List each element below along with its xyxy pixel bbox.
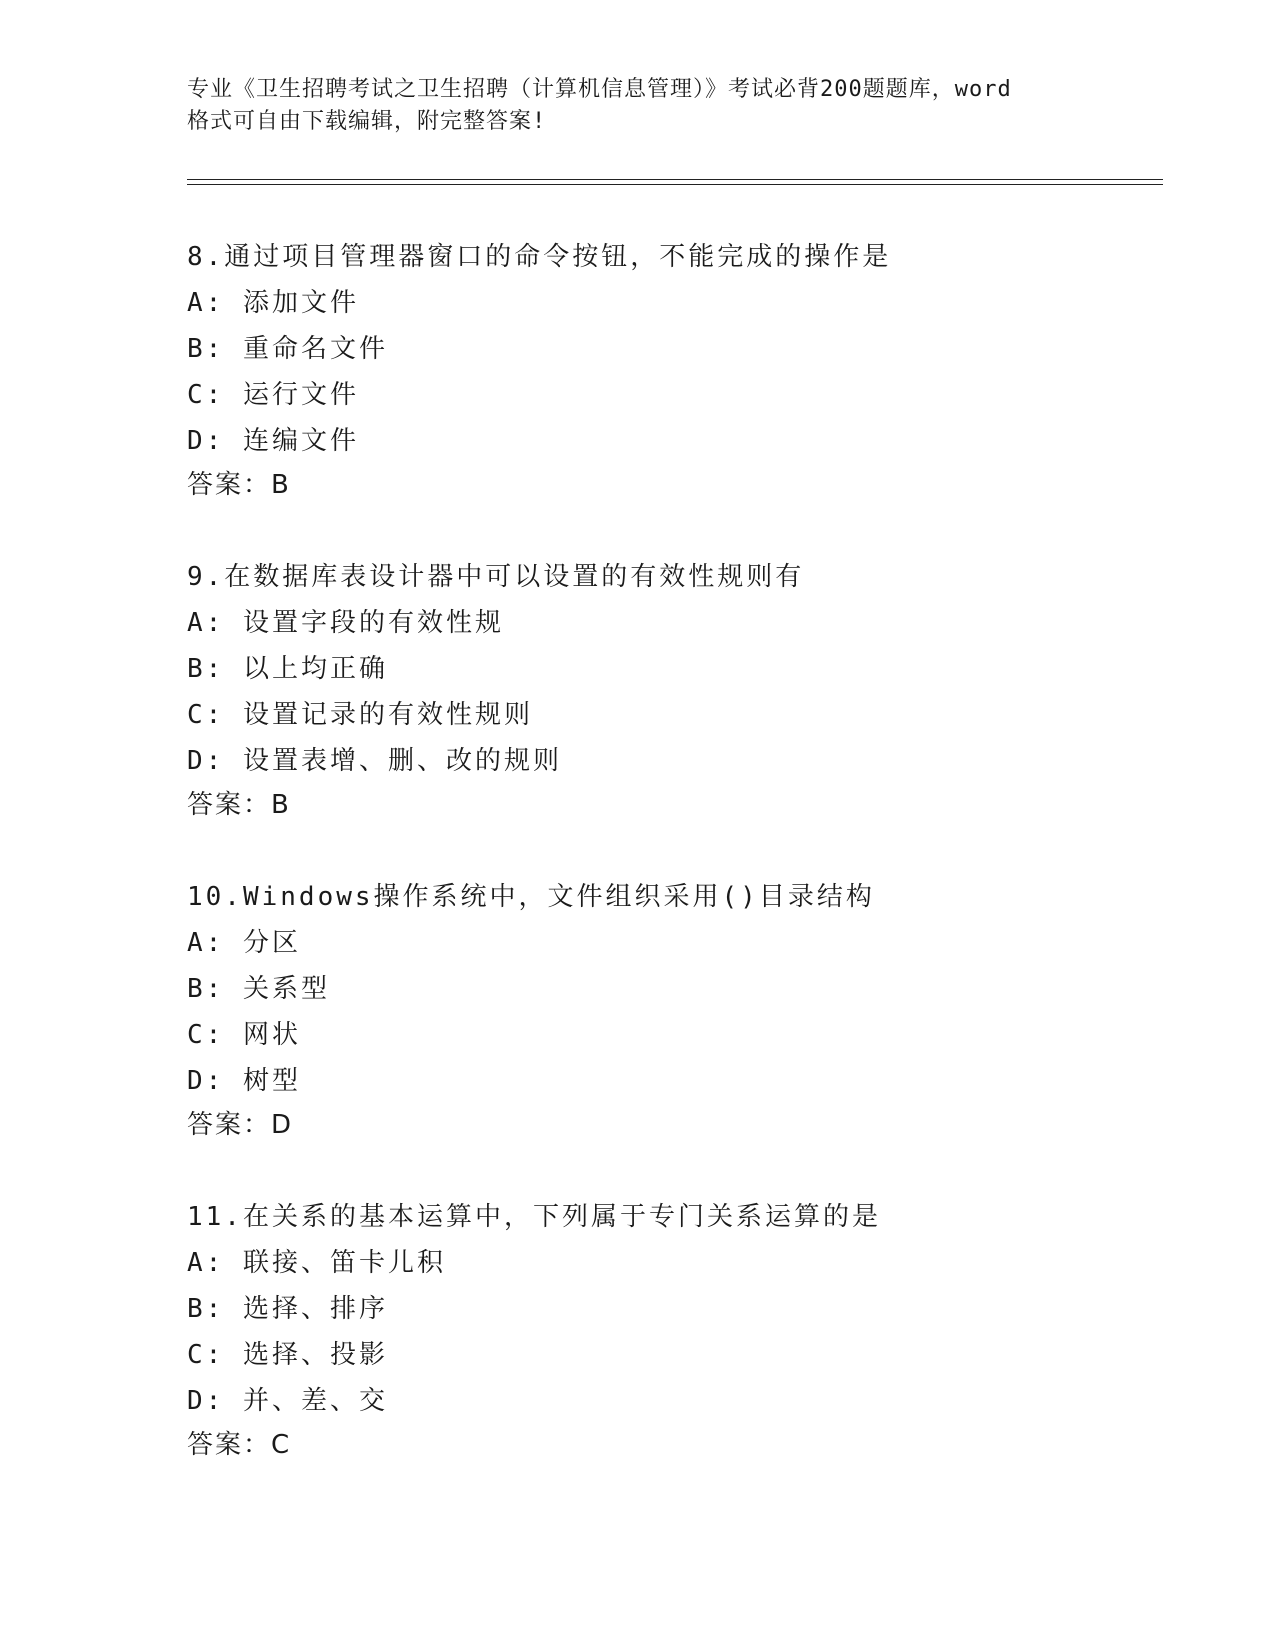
question-stem: 9.在数据库表设计器中可以设置的有效性规则有 bbox=[187, 562, 805, 592]
question-11 bbox=[187, 1202, 1147, 1460]
option-a: A: 分区 bbox=[187, 928, 301, 958]
question-stem: 11.在关系的基本运算中，下列属于专门关系运算的是 bbox=[187, 1202, 881, 1232]
answer: 答案：B bbox=[187, 790, 291, 820]
option-a: A: 设置字段的有效性规 bbox=[187, 608, 504, 638]
question-stem: 8.通过项目管理器窗口的命令按钮，不能完成的操作是 bbox=[187, 242, 892, 272]
question-stem: 10.Windows操作系统中，文件组织采用()目录结构 bbox=[187, 882, 875, 912]
document-header bbox=[187, 74, 1087, 138]
option-b: B: 以上均正确 bbox=[187, 654, 388, 684]
option-d: D: 设置表增、删、改的规则 bbox=[187, 746, 562, 776]
question-8 bbox=[187, 242, 1147, 500]
header-line-1: 专业《卫生招聘考试之卫生招聘（计算机信息管理）》考试必背200题题库，word bbox=[187, 77, 1012, 102]
option-a: A: 联接、笛卡儿积 bbox=[187, 1248, 446, 1278]
option-c: C: 设置记录的有效性规则 bbox=[187, 700, 533, 730]
option-c: C: 网状 bbox=[187, 1020, 301, 1050]
question-9 bbox=[187, 562, 1147, 820]
option-d: D: 树型 bbox=[187, 1066, 301, 1096]
option-b: B: 重命名文件 bbox=[187, 334, 388, 364]
option-a: A: 添加文件 bbox=[187, 288, 359, 318]
option-d: D: 并、差、交 bbox=[187, 1386, 388, 1416]
answer: 答案：C bbox=[187, 1430, 292, 1460]
option-c: C: 选择、投影 bbox=[187, 1340, 388, 1370]
answer: 答案：B bbox=[187, 470, 291, 500]
option-d: D: 连编文件 bbox=[187, 426, 359, 456]
option-c: C: 运行文件 bbox=[187, 380, 359, 410]
header-line-2: 格式可自由下载编辑，附完整答案! bbox=[187, 109, 547, 134]
option-b: B: 选择、排序 bbox=[187, 1294, 388, 1324]
answer: 答案：D bbox=[187, 1110, 294, 1140]
question-10 bbox=[187, 882, 1147, 1140]
header-divider-top bbox=[187, 179, 1163, 180]
option-b: B: 关系型 bbox=[187, 974, 330, 1004]
header-divider-bottom bbox=[187, 184, 1163, 185]
